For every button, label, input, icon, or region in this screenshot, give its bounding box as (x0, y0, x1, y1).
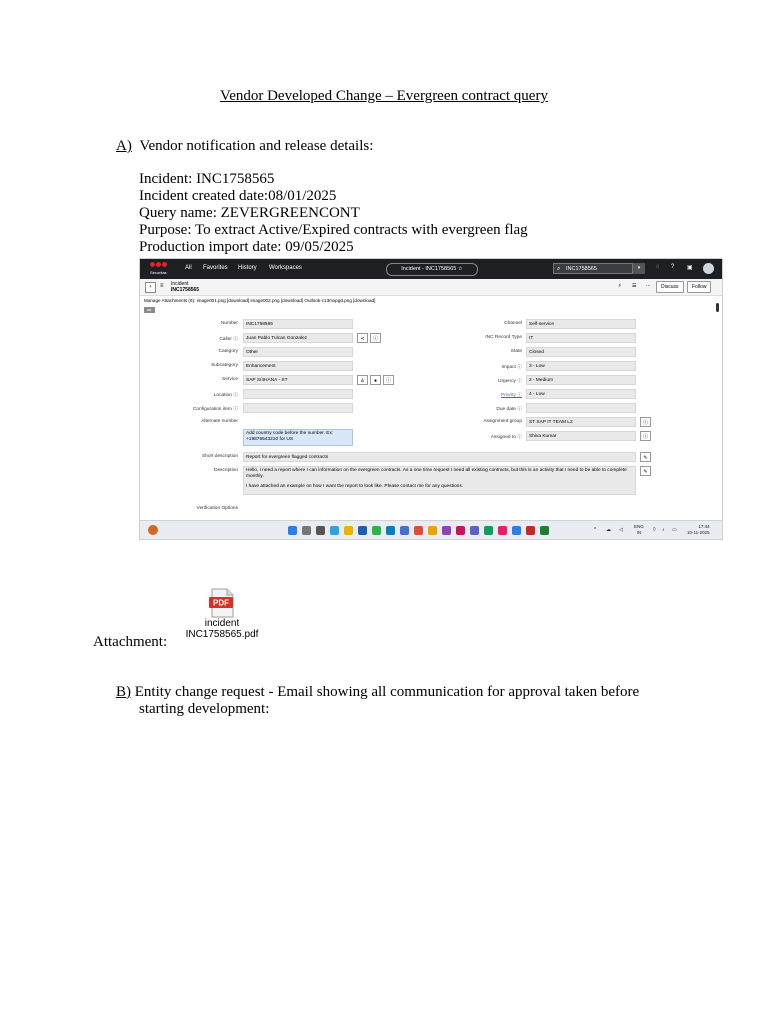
section-a-heading (116, 138, 373, 155)
app-icon-5[interactable] (442, 526, 451, 535)
weather-icon[interactable] (148, 525, 158, 535)
description-suggest-icon[interactable]: ✎ (640, 466, 651, 476)
nav-workspaces[interactable]: Workspaces (269, 265, 302, 271)
help-icon[interactable]: ? (671, 264, 675, 270)
edge-icon[interactable] (386, 526, 395, 535)
onedrive-icon[interactable]: ☁ (606, 527, 611, 533)
avatar[interactable] (703, 263, 714, 274)
chat-icon[interactable]: ◌ (656, 264, 660, 270)
language-indicator[interactable]: ENG IN (634, 524, 644, 535)
windows-taskbar (140, 520, 722, 540)
activity-icon[interactable]: ⚡ (618, 283, 622, 289)
service-info-icon[interactable]: ⓘ (383, 375, 394, 385)
field-priority[interactable]: 4 - Low (526, 389, 636, 399)
company-logo: Securitas (150, 262, 172, 277)
detail-incident: Incident: INC1758565 (139, 171, 275, 187)
detail-import-date: Production import date: 09/05/2025 (139, 239, 354, 255)
field-subcategory[interactable]: Enhancement (243, 361, 353, 371)
field-impact[interactable]: 3 - Low (526, 361, 636, 371)
section-b-text-line2: starting development: (139, 701, 270, 717)
service-dot-icon[interactable]: ● (370, 375, 381, 385)
bell-icon[interactable]: ▣ (687, 265, 693, 271)
taskbar-search-icon[interactable] (302, 526, 311, 535)
app-icon-2[interactable] (372, 526, 381, 535)
collapse-badge[interactable]: ▸▸ (144, 307, 155, 313)
volume-icon[interactable]: ◁ (619, 527, 623, 533)
field-label-assigned-to: Assigned to ⓘ (490, 435, 522, 440)
nav-favorites[interactable]: Favorites (203, 265, 228, 271)
field-label-verification-options: Verification Options (196, 506, 238, 511)
section-b-text-line1: Entity change request - Email showing all communication for approval taken before (134, 684, 640, 700)
field-category[interactable]: Other (243, 347, 353, 357)
nav-all[interactable]: All (185, 265, 192, 271)
detail-created-date: Incident created date:08/01/2025 (139, 188, 337, 204)
pdf-file-icon[interactable] (209, 588, 235, 618)
incident-screenshot (139, 258, 723, 540)
detail-purpose: Purpose: To extract Active/Expired contracts with evergreen flag (139, 222, 528, 238)
field-label-caller: Caller ⓘ (219, 337, 238, 342)
app-icon-10[interactable] (526, 526, 535, 535)
caller-info-icon[interactable]: ⓘ (370, 333, 381, 343)
field-due-date[interactable] (526, 403, 636, 413)
field-label-location: Location ⓘ (213, 393, 238, 398)
menu-icon[interactable]: ≡ (160, 283, 164, 289)
field-assignment-group[interactable]: ST SAP IT TEAM L2 (526, 417, 636, 427)
teams-icon[interactable] (470, 526, 479, 535)
field-label-configuration-item: Configuration item ⓘ (192, 407, 238, 412)
field-number[interactable]: INC1758565 (243, 319, 353, 329)
assignment-group-info-icon[interactable]: ⓘ (640, 417, 651, 427)
more-icon[interactable]: ⋯ (646, 283, 651, 289)
field-label-impact: Impact ⓘ (501, 365, 522, 370)
caller-tree-icon[interactable]: ≺ (357, 333, 368, 343)
attachment-label: Attachment: (93, 634, 168, 650)
detail-query-name: Query name: ZEVERGREENCONT (139, 205, 360, 221)
follow-button[interactable]: Follow (687, 281, 711, 293)
release-details (139, 171, 528, 256)
field-service[interactable]: SAP S/4HANA - ST (243, 375, 353, 385)
search-scope-dropdown[interactable]: ▾ (633, 263, 645, 274)
settings-icon[interactable]: ☰ (632, 283, 637, 289)
search-icon: ⌕ (557, 266, 561, 272)
field-label-state: State (510, 349, 522, 354)
record-header (140, 279, 722, 296)
tray-expand-icon[interactable]: ^ (594, 527, 597, 533)
field-label-record-type: INC Record Type (485, 335, 522, 340)
field-urgency[interactable]: 2 - Medium (526, 375, 636, 385)
section-b (116, 684, 676, 718)
field-label-category: Category (218, 349, 238, 354)
field-state[interactable]: Closed (526, 347, 636, 357)
field-assigned-to[interactable]: Shiva Kumar (526, 431, 636, 441)
app-icon-9[interactable] (512, 526, 521, 535)
field-configuration-item[interactable] (243, 403, 353, 413)
battery-icon[interactable]: ▭ (672, 527, 677, 533)
pdf-icon-text: PDF (213, 598, 229, 608)
description-paragraph-1: Hello, I need a report where I can information on the evergreen contracts. As a one time request I need all existing contracts, but this is an activity that I need to be able to complete monthly. (246, 468, 627, 479)
field-label-priority[interactable]: Priority ⓘ (500, 393, 522, 398)
field-label-due-date: Due date ⓘ (496, 407, 522, 412)
record-title-pill[interactable]: Incident - INC1758565 ☆ (386, 263, 478, 276)
windows-start-icon[interactable] (288, 526, 297, 535)
wifi-icon[interactable]: ⌔ (652, 527, 657, 533)
field-channel[interactable]: Self-service (526, 319, 636, 329)
attachment-filename[interactable]: incident INC1758565.pdf (185, 618, 259, 640)
app-icon-8[interactable] (498, 526, 507, 535)
field-label-service: Service (222, 377, 238, 382)
field-label-channel: Channel (504, 321, 522, 326)
file-explorer-icon[interactable] (344, 526, 353, 535)
speaker-icon[interactable]: ♪ (662, 527, 665, 533)
section-b-marker: B) (116, 684, 131, 700)
app-icon-7[interactable] (484, 526, 493, 535)
task-view-icon[interactable] (316, 526, 325, 535)
record-title: Incident INC1758565 (171, 281, 200, 293)
field-label-subcategory: Subcategory (211, 363, 238, 368)
back-icon[interactable]: ‹ (145, 282, 156, 293)
attachments-line[interactable]: Manage Attachments (6): image001.png [download] image002.png [download] Outlook-c13mxpgd.png [download] (144, 298, 376, 303)
document-title: Vendor Developed Change – Evergreen contract query (220, 88, 548, 104)
section-a-marker: A) (116, 138, 132, 154)
chrome-icon[interactable] (428, 526, 437, 535)
nav-history[interactable]: History (238, 265, 257, 271)
search-value: INC1758565 (566, 266, 597, 272)
field-label-description: Description (214, 468, 238, 473)
service-user-icon[interactable]: ♙ (357, 375, 368, 385)
field-short-description[interactable]: Report for evergreen flagged contracts (243, 452, 636, 462)
scrollbar-thumb[interactable] (716, 303, 719, 312)
field-caller[interactable]: Juan Pablo Tulcan Gonzalez (243, 333, 353, 343)
description-paragraph-2: I have attached an example on how I want the report to look like. Please contact me for any questions. (246, 484, 464, 489)
field-label-assignment-group: Assignment group (483, 419, 522, 424)
field-alternate-number[interactable]: Add country code before the number. Ex: +19876543210 for US (243, 429, 353, 446)
app-icon-1[interactable] (330, 526, 339, 535)
outlook-icon[interactable] (358, 526, 367, 535)
app-icon-3[interactable] (400, 526, 409, 535)
app-topbar (140, 259, 722, 279)
assigned-to-info-icon[interactable]: ⓘ (640, 431, 651, 441)
discuss-button[interactable]: Discuss (656, 281, 684, 293)
field-label-short-description: Short description (202, 454, 238, 459)
field-record-type[interactable]: IT (526, 333, 636, 343)
global-search-input[interactable] (553, 263, 633, 274)
field-location[interactable] (243, 389, 353, 399)
taskbar-clock[interactable]: 17:44 10-11-2025 (687, 524, 710, 535)
section-a-heading-text: Vendor notification and release details: (139, 138, 374, 154)
app-icon-6[interactable] (456, 526, 465, 535)
field-label-alternate-number: Alternate number (201, 419, 238, 424)
app-icon-4[interactable] (414, 526, 423, 535)
short-description-suggest-icon[interactable]: ✎ (640, 452, 651, 462)
excel-icon[interactable] (540, 526, 549, 535)
field-label-urgency: Urgency ⓘ (498, 379, 522, 384)
field-description[interactable] (243, 466, 636, 495)
field-label-number: Number (220, 321, 238, 326)
